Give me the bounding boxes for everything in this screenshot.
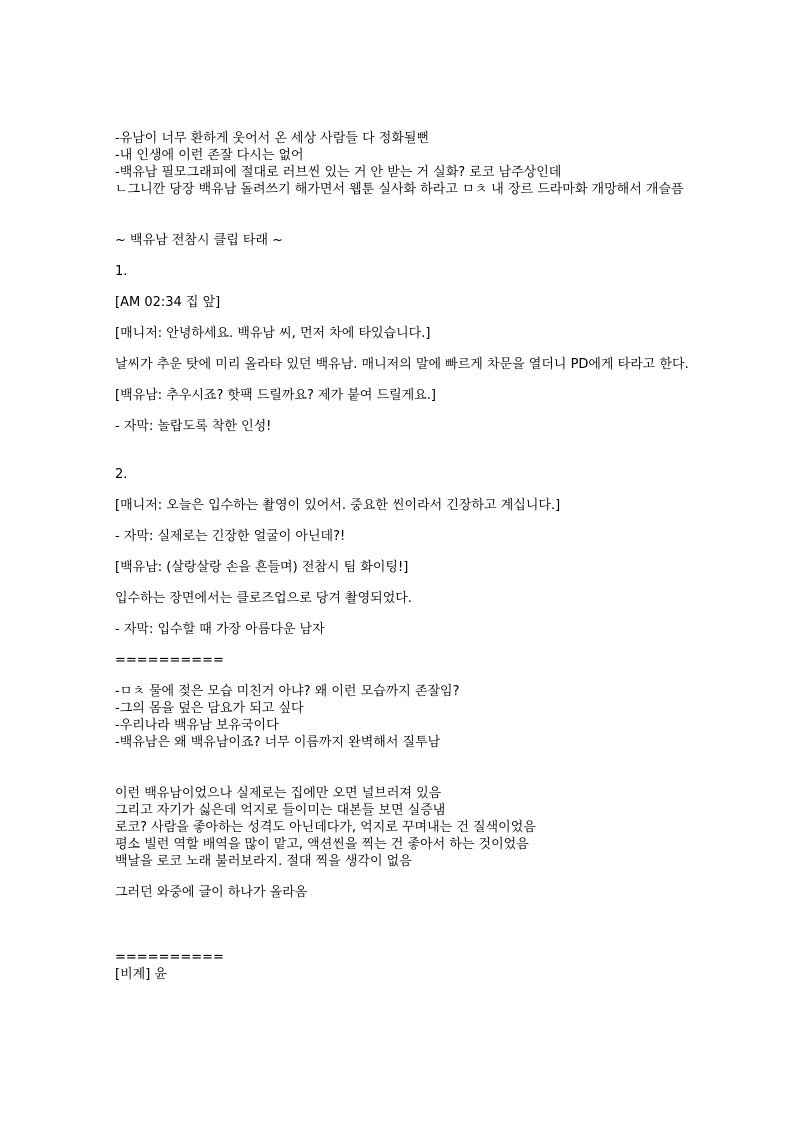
divider: ========== [115, 653, 224, 668]
clip-2-manager-line: [매니저: 오늘은 입수하는 촬영이 있어서. 중요한 씬이라서 긴장하고 계십니다.] [115, 498, 561, 513]
post-title: [비계] 윤 [115, 967, 167, 982]
comment-line: ㄴ그니깐 당장 백유남 돌려쓰기 해가면서 웹툰 실사화 하라고 ㅁㅊ 내 장르 드라마화 개망해서 개슬픔 [115, 182, 684, 197]
clip-1-number: 1. [115, 264, 128, 279]
clip-2-narration: 입수하는 장면에서는 클로즈업으로 당겨 촬영되었다. [115, 591, 412, 606]
clip-2-dialogue: [백유남: (살랑살랑 손을 흔들며) 전참시 팀 화이팅!] [115, 560, 409, 575]
comment-block-1 [115, 130, 700, 198]
comment-block-2 [115, 683, 700, 751]
divider: ========== [115, 950, 224, 965]
clip-2-caption-2: - 자막: 입수할 때 가장 아름다운 남자 [115, 622, 325, 637]
narration-line: 백날을 로코 노래 불러보라지. 절대 찍을 생각이 없음 [115, 854, 412, 869]
comment-line: -백유남은 왜 백유남이죠? 너무 이름까지 완벽해서 질투남 [115, 735, 441, 750]
comment-line: -ㅁㅊ 물에 젖은 모습 미친거 아냐? 왜 이런 모습까지 존잘임? [115, 684, 460, 699]
clip-2-caption-1: - 자막: 실제로는 긴장한 얼굴이 아닌데?! [115, 529, 346, 544]
comment-line: -백유남 필모그래피에 절대로 러브씬 있는 거 안 받는 거 실화? 로코 남주상인데 [115, 165, 562, 180]
comment-line: -그의 몸을 덮은 담요가 되고 싶다 [115, 701, 304, 716]
comment-line: -우리나라 백유남 보유국이다 [115, 718, 279, 733]
narration-block [115, 785, 700, 870]
narration-line: 로코? 사람을 좋아하는 성격도 아닌데다가, 억지로 꾸며내는 건 질색이었음 [115, 820, 536, 835]
clip-1-narration: 날씨가 추운 탓에 미리 올라타 있던 백유남. 매니저의 말에 빠르게 차문을 열더니 PD에게 타라고 한다. [115, 357, 689, 372]
comment-line: -유남이 너무 환하게 웃어서 온 세상 사람들 다 정화될뻔 [115, 131, 430, 146]
clip-1-scene: [AM 02:34 집 앞] [115, 295, 221, 310]
transition-line: 그러던 와중에 글이 하나가 올라옴 [115, 885, 308, 900]
clip-1-caption: - 자막: 놀랍도록 착한 인성! [115, 419, 272, 434]
clip-1-dialogue: [백유남: 추우시죠? 핫팩 드릴까요? 제가 붙여 드릴게요.] [115, 388, 436, 403]
narration-line: 그리고 자기가 싫은데 억지로 들이미는 대본들 보면 실증냄 [115, 803, 446, 818]
document-body [115, 130, 700, 983]
section-title: ~ 백유남 전참시 클립 타래 ~ [115, 233, 284, 248]
narration-line: 이런 백유남이었으나 실제로는 집에만 오면 널브러져 있음 [115, 786, 442, 801]
clip-1-manager-line: [매니저: 안녕하세요. 백유남 씨, 먼저 차에 타있습니다.] [115, 326, 431, 341]
clip-2-number: 2. [115, 467, 128, 482]
narration-line: 평소 빌런 역할 배역을 많이 맡고, 액션씬을 찍는 건 좋아서 하는 것이었음 [115, 837, 529, 852]
comment-line: -내 인생에 이런 존잘 다시는 없어 [115, 148, 304, 163]
